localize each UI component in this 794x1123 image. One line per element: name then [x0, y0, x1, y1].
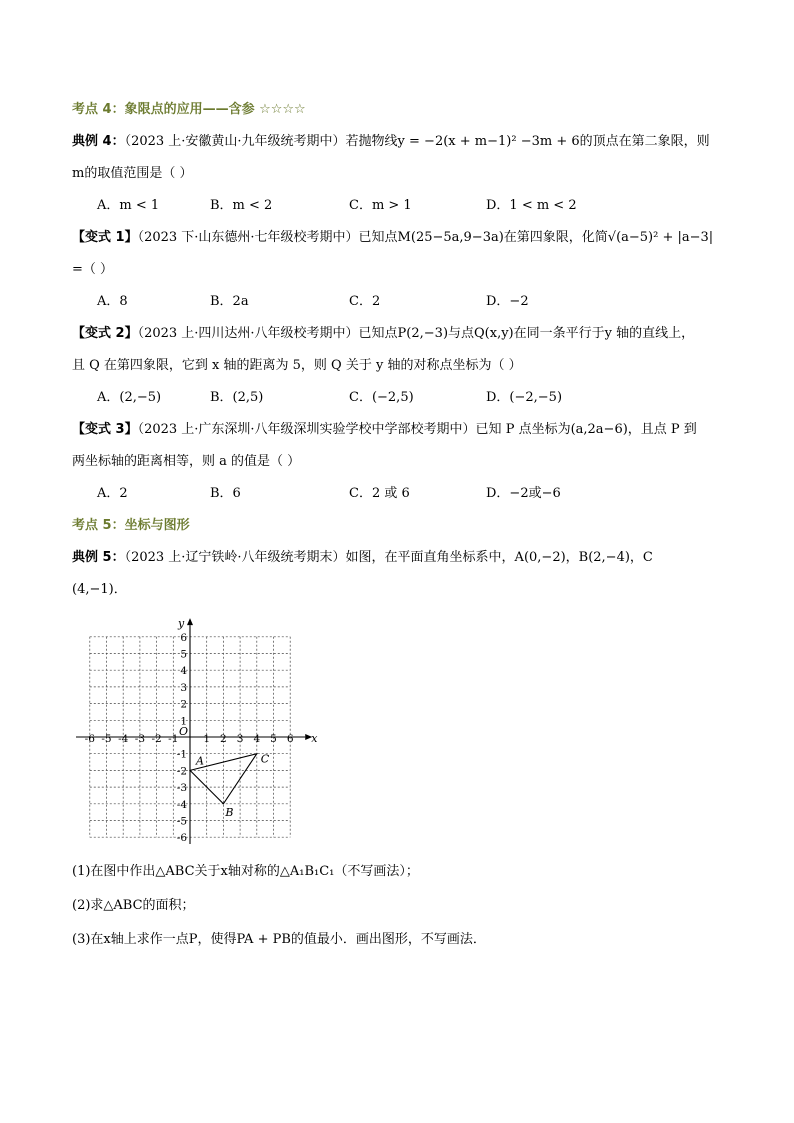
variant-1-option-d[interactable]: D．−2 [486, 294, 529, 309]
variant-2-text-1: （2023 上·四川达州·八年级校考期中）已知点P(2,−3)与点Q(x,y)在同一条平行于y 轴的直线上， [137, 326, 695, 341]
example-4-option-c[interactable]: C．m > 1 [349, 198, 412, 213]
variant-1-label: 【变式 1】 [72, 230, 138, 245]
point-label-c: C [260, 752, 270, 766]
x-axis-label: x [311, 732, 318, 745]
point-label-b: B [225, 805, 234, 819]
y-tick-label: 2 [180, 698, 187, 711]
variant-3-text-1: （2023 上·广东深圳·八年级深圳实验学校中学部校考期中）已知 P 点坐标为(a,2a−6)，且点 P 到 [137, 422, 697, 437]
x-tick-label: 6 [286, 733, 294, 745]
y-axis-arrow [187, 618, 193, 625]
example-4-label: 典例 4： [72, 134, 125, 149]
tick-labels [85, 617, 319, 844]
variant-2-option-c[interactable]: C．(−2,5) [349, 390, 414, 405]
triangle-abc [190, 753, 270, 819]
y-tick-label: -3 [176, 782, 187, 795]
section-5-heading: 考点 5：坐标与图形 [72, 518, 190, 533]
variant-3-line-1 [72, 420, 697, 440]
y-tick-label: 4 [180, 665, 187, 678]
variant-1-text-1: （2023 下·山东德州·七年级校考期中）已知点M(25−5a,9−3a)在第四象限，化简√(a−5)² + |a−3| [137, 230, 714, 245]
example-4-option-b[interactable]: B．m < 2 [210, 198, 273, 213]
x-tick-label: -3 [134, 733, 146, 745]
origin-label: O [179, 725, 189, 738]
variant-1-line-1 [72, 228, 713, 248]
variant-2-label: 【变式 2】 [72, 326, 138, 341]
variant-3-option-c[interactable]: C．2 或 6 [349, 486, 410, 501]
variant-2-line-1 [72, 324, 694, 344]
variant-1-text-2: =（ ） [72, 262, 114, 277]
y-tick-label: 3 [180, 681, 187, 694]
example-4-text-1: （2023 上·安徽黄山·九年级统考期中）若抛物线y = −2(x + m−1)² −3m + 6的顶点在第二象限，则 [124, 134, 710, 149]
x-tick-label: -4 [118, 733, 129, 745]
coordinate-graph [70, 612, 320, 844]
variant-3-text-2: 两坐标轴的距离相等，则 a 的值是（ ） [72, 454, 301, 469]
x-tick-label: -6 [84, 733, 95, 745]
variant-3-option-b[interactable]: B．6 [210, 486, 241, 501]
example-4-option-a[interactable]: A．m < 1 [97, 198, 160, 213]
variant-3-option-a[interactable]: A．2 [97, 486, 128, 501]
example-4-option-d[interactable]: D．1 < m < 2 [486, 198, 577, 213]
variant-2-option-a[interactable]: A．(2,−5) [97, 390, 162, 405]
y-tick-label: 1 [180, 715, 187, 728]
x-tick-label: -5 [101, 733, 112, 745]
variant-3-option-d[interactable]: D．−2或−6 [486, 486, 561, 501]
y-tick-label: -2 [176, 765, 187, 778]
x-tick-label: 1 [203, 733, 211, 745]
x-tick-label: 3 [236, 733, 244, 745]
example-4-text-2: m的取值范围是（ ） [72, 166, 193, 181]
variant-2-option-b[interactable]: B．(2,5) [210, 390, 264, 405]
example-5-line-1 [72, 548, 653, 568]
y-tick-label: 5 [180, 648, 187, 661]
y-tick-label: -5 [176, 815, 187, 828]
variant-1-option-a[interactable]: A．8 [97, 294, 128, 309]
y-tick-label: -4 [176, 798, 187, 811]
example-5-text-1: （2023 上·辽宁铁岭·八年级统考期末）如图，在平面直角坐标系中，A(0,−2)，B(2,−4)，C [124, 550, 653, 565]
x-tick-label: 4 [253, 733, 261, 745]
y-tick-label: -6 [176, 832, 187, 844]
axes [76, 618, 312, 844]
question-2: (2)求△ABC的面积； [72, 898, 195, 913]
example-5-label: 典例 5： [72, 550, 125, 565]
x-tick-label: 2 [220, 733, 227, 745]
example-5-text-2: (4,−1)． [72, 582, 127, 597]
example-4-line-1 [72, 132, 710, 152]
y-tick-label: -1 [176, 748, 187, 761]
variant-2-text-2: 且 Q 在第四象限，它到 x 轴的距离为 5，则 Q 关于 y 轴的对称点坐标为（ ） [72, 358, 522, 373]
y-axis-label: y [178, 617, 185, 631]
x-tick-label: -1 [168, 733, 179, 745]
section-4-heading: 考点 4：象限点的应用——含参 ☆☆☆☆ [72, 102, 306, 117]
question-1: (1)在图中作出△ABC关于x轴对称的△A₁B₁C₁（不写画法）； [72, 864, 419, 879]
question-3: (3)在x轴上求作一点P，使得PA + PB的值最小．画出图形，不写画法． [72, 932, 486, 947]
variant-2-option-d[interactable]: D．(−2,−5) [486, 390, 563, 405]
x-tick-label: 5 [270, 733, 277, 745]
variant-1-option-c[interactable]: C．2 [349, 294, 381, 309]
y-tick-label: 6 [180, 631, 187, 644]
variant-1-option-b[interactable]: B．2a [210, 294, 249, 309]
point-label-a: A [196, 754, 204, 768]
x-tick-label: -2 [151, 733, 162, 745]
variant-3-label: 【变式 3】 [72, 422, 138, 437]
